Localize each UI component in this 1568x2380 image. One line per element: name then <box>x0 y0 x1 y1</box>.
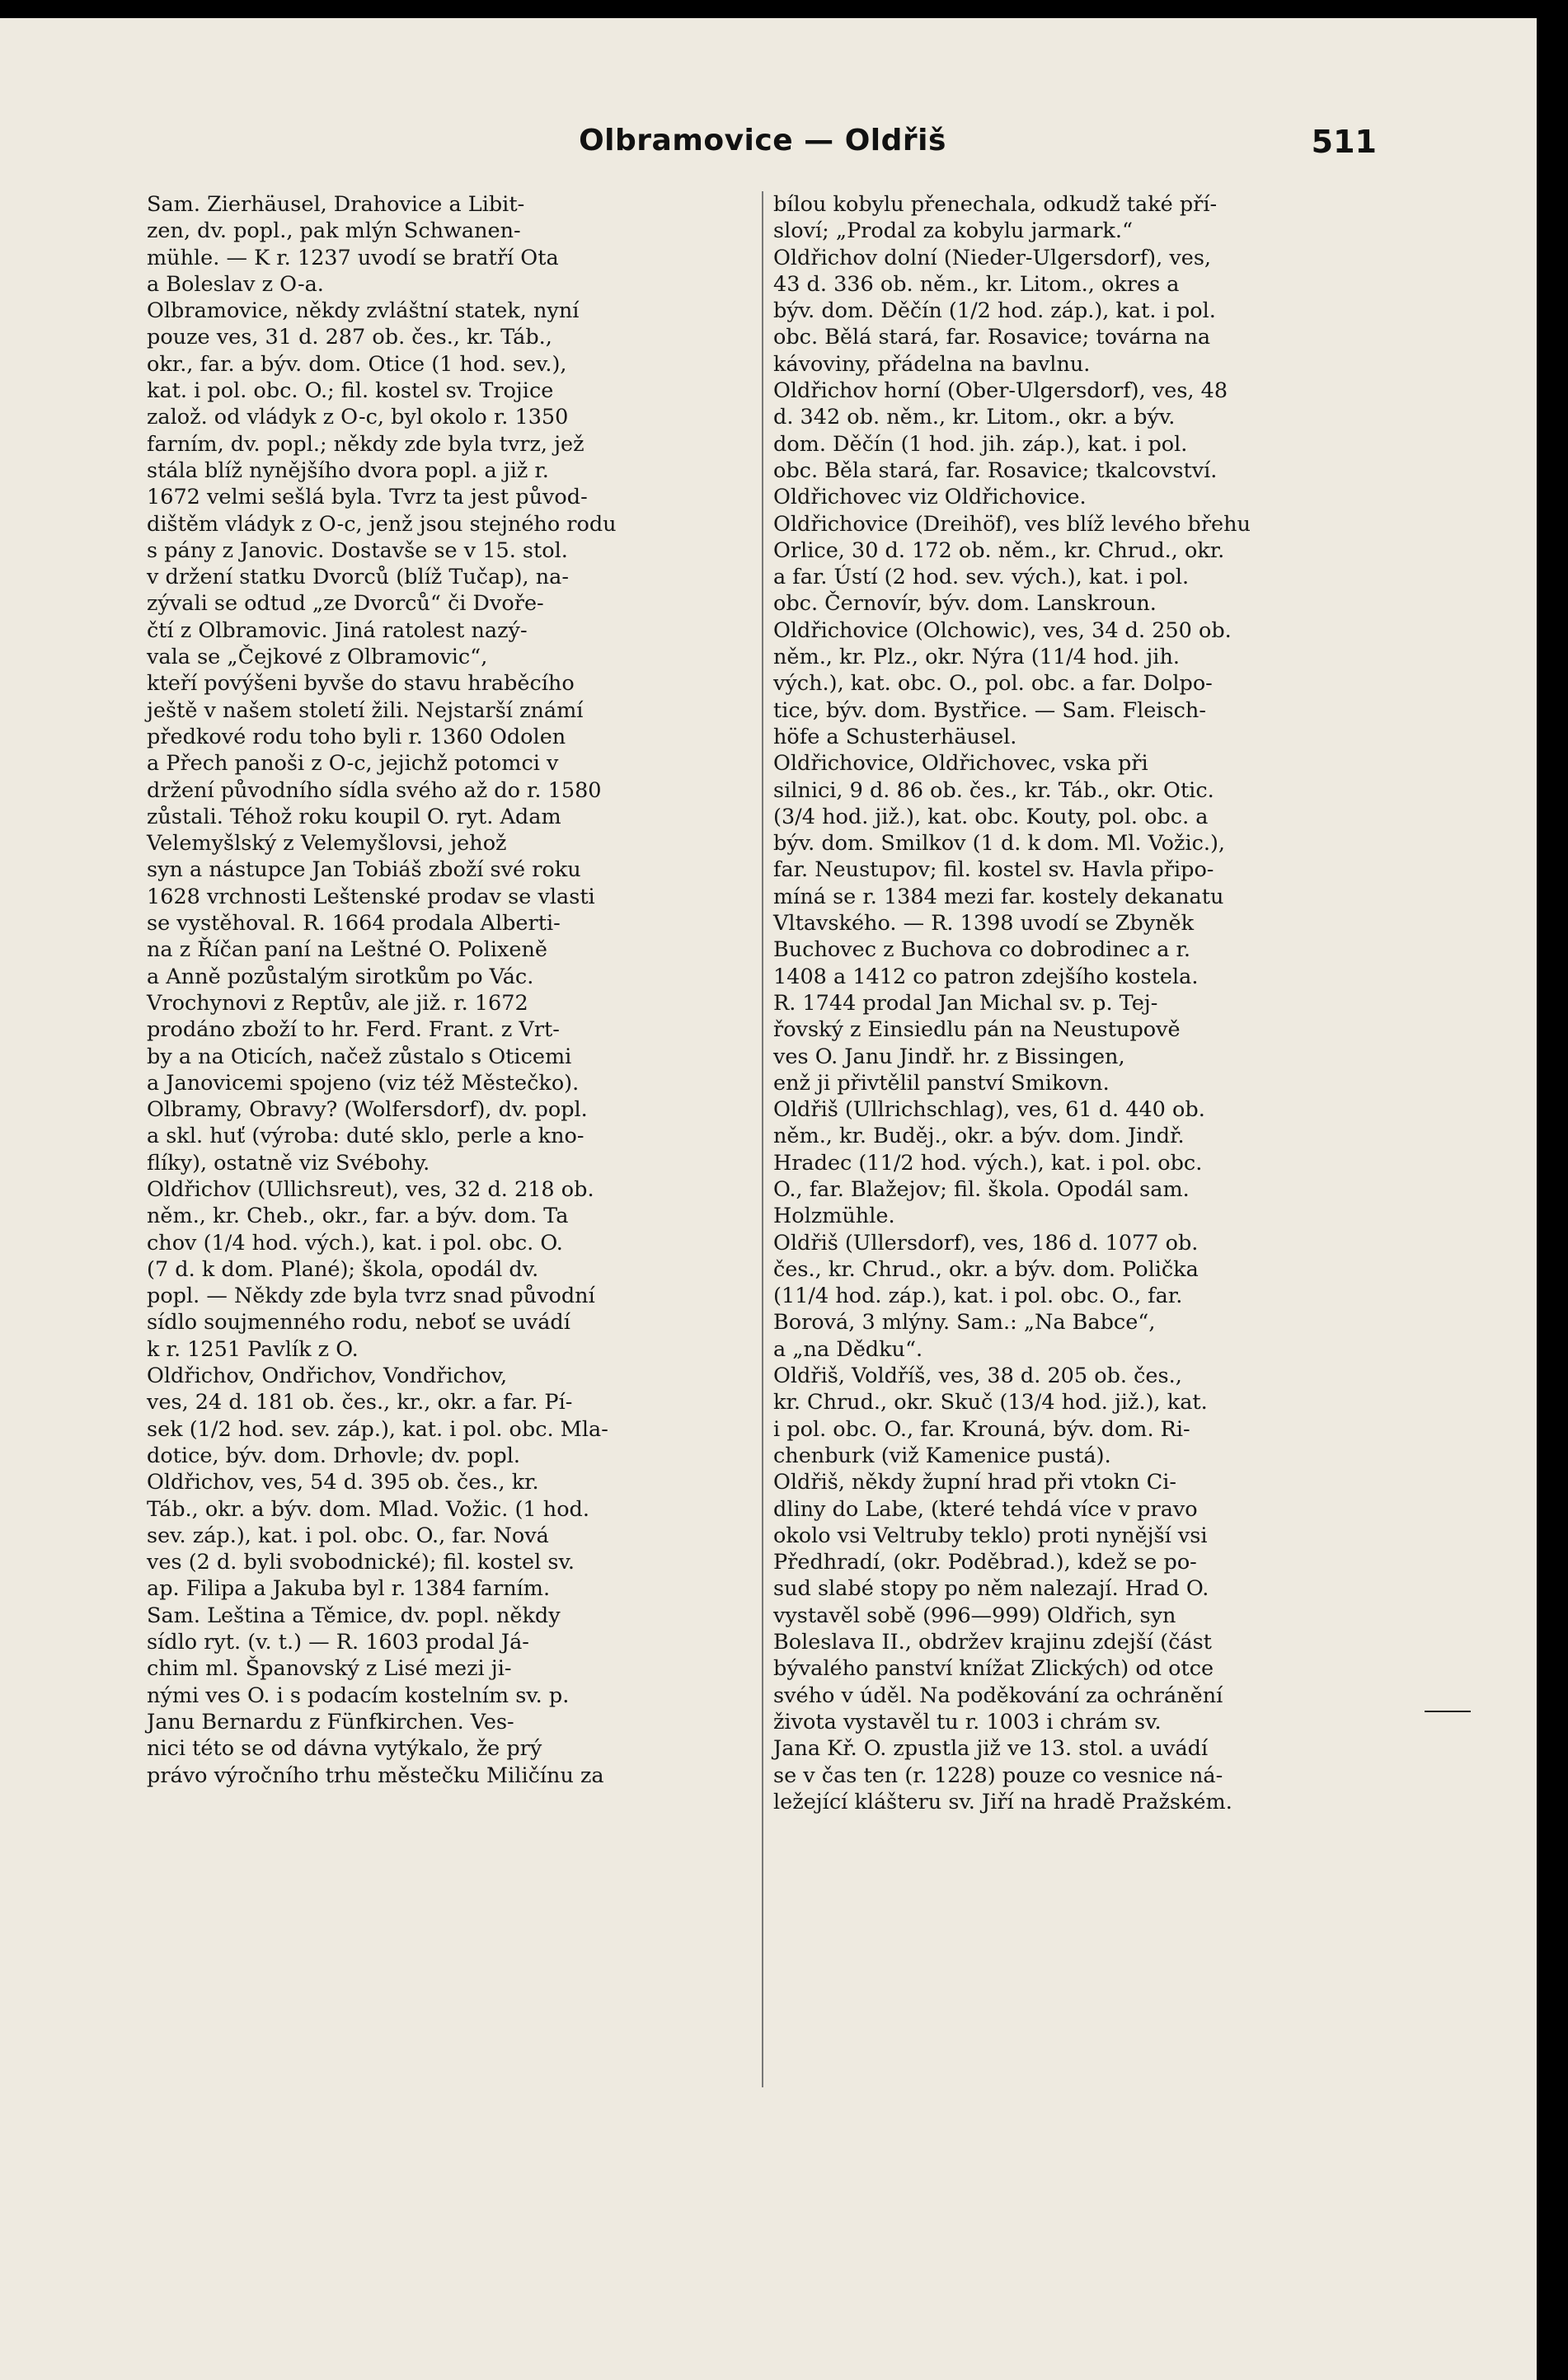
text-line: a skl. huť (výroba: duté sklo, perle a kno- <box>147 1124 584 1149</box>
page-header <box>148 124 1377 173</box>
text-line: bílou kobylu přenechala, odkudž také pří- <box>773 192 1218 217</box>
text-line: Hradec (11/2 hod. vých.), kat. i pol. obc. <box>773 1150 1203 1176</box>
text-line: života vystavěl tu r. 1003 i chrám sv. <box>773 1709 1162 1735</box>
text-line: řovský z Einsiedlu pán na Neustupově <box>773 1017 1181 1043</box>
text-line: Oldřichov (Ullichsreut), ves, 32 d. 218 ob. <box>147 1176 594 1202</box>
text-line: d. 342 ob. něm., kr. Litom., okr. a býv. <box>773 405 1176 430</box>
text-line: předkové rodu toho byli r. 1360 Odolen <box>147 724 566 749</box>
text-line: na z Říčan paní na Leštné O. Polixeně <box>147 937 547 963</box>
text-line: dištěm vládyk z O-c, jenž jsou stejného rodu <box>147 511 617 537</box>
text-line: Oldřichovice (Dreihöf), ves blíž levého břehu <box>773 511 1251 537</box>
text-line: vala se „Čejkové z Olbramovic“, <box>147 645 488 670</box>
text-line: chov (1/4 hod. vých.), kat. i pol. obc. O. <box>147 1230 563 1256</box>
text-line: enž ji přivtělil panství Smikovn. <box>773 1070 1110 1096</box>
text-line: Sam. Leština a Těmice, dv. popl. někdy <box>147 1603 561 1628</box>
text-line: sek (1/2 hod. sev. záp.), kat. i pol. obc. Mla- <box>147 1416 608 1442</box>
text-line: zen, dv. popl., pak mlýn Schwanen- <box>147 218 521 244</box>
text-line: 1408 a 1412 co patron zdejšího kostela. <box>773 964 1199 989</box>
text-line: Olbramy, Obravy? (Wolfersdorf), dv. popl. <box>147 1097 588 1123</box>
text-line: Velemyšlský z Velemyšlovsi, jehož <box>147 831 507 857</box>
text-line: kteří povýšeni byvše do stavu hraběcího <box>147 671 575 697</box>
text-line: bývalého panství knížat Zlických) od otce <box>773 1656 1214 1682</box>
text-line: ves, 24 d. 181 ob. čes., kr., okr. a far. Pí- <box>147 1390 573 1415</box>
text-line: býv. dom. Děčín (1/2 hod. záp.), kat. i pol. <box>773 298 1216 324</box>
text-line: ležející klášteru sv. Jiří na hradě Pražském. <box>773 1789 1232 1814</box>
text-line: silnici, 9 d. 86 ob. čes., kr. Táb., okr. Otic. <box>773 777 1214 803</box>
text-line: zůstali. Téhož roku koupil O. ryt. Adam <box>147 804 561 829</box>
text-line: chim ml. Španovský z Lisé mezi ji- <box>147 1656 512 1682</box>
text-line: mühle. — K r. 1237 uvodí se bratří Ota <box>147 245 559 270</box>
text-line: (11/4 hod. záp.), kat. i pol. obc. O., far. <box>773 1284 1183 1309</box>
text-line: Orlice, 30 d. 172 ob. něm., kr. Chrud., okr. <box>773 537 1225 563</box>
text-line: se v čas ten (r. 1228) pouze co vesnice ná- <box>773 1763 1223 1788</box>
scan-border-top <box>0 0 1568 18</box>
text-line: okolo vsi Veltruby teklo) proti nynější vsi <box>773 1523 1208 1548</box>
text-line: zývali se odtud „ze Dvorců“ či Dvoře- <box>147 591 544 617</box>
text-line: chenburk (viž Kamenice pustá). <box>773 1443 1111 1468</box>
text-line: Oldřichov dolní (Nieder-Ulgersdorf), ves, <box>773 245 1212 270</box>
text-line: a far. Ústí (2 hod. sev. vých.), kat. i pol. <box>773 565 1190 590</box>
text-line: sloví; „Prodal za kobylu jarmark.“ <box>773 218 1133 244</box>
text-line: höfe a Schusterhäusel. <box>773 724 1017 749</box>
text-line: se vystěhoval. R. 1664 prodala Alberti- <box>147 911 561 937</box>
text-line: a Přech panoši z O-c, jejichž potomci v <box>147 751 559 777</box>
text-line: R. 1744 prodal Jan Michal sv. p. Tej- <box>773 990 1158 1016</box>
text-line: syn a nástupce Jan Tobiáš zboží své roku <box>147 857 581 883</box>
text-line: čes., kr. Chrud., okr. a býv. dom. Polička <box>773 1256 1199 1282</box>
text-line: ves O. Janu Jindř. hr. z Bissingen, <box>773 1044 1125 1069</box>
text-line: v držení statku Dvorců (blíž Tučap), na- <box>147 565 569 590</box>
column-divider <box>762 191 763 2087</box>
text-line: ves (2 d. byli svobodnické); fil. kostel sv. <box>147 1550 575 1575</box>
text-line: býv. dom. Smilkov (1 d. k dom. Ml. Vožic.), <box>773 831 1226 857</box>
text-line: Oldřiš, Voldříš, ves, 38 d. 205 ob. čes., <box>773 1364 1182 1389</box>
text-line: obc. Bělá stará, far. Rosavice; továrna na <box>773 325 1211 350</box>
text-line: (7 d. k dom. Plané); škola, opodál dv. <box>147 1256 539 1282</box>
text-line: Předhradí, (okr. Poděbrad.), kdež se po- <box>773 1550 1197 1575</box>
text-line: právo výročního trhu městečku Miličínu za <box>147 1763 604 1788</box>
scan-border-right <box>1537 0 1568 2380</box>
text-line: míná se r. 1384 mezi far. kostely dekanatu <box>773 884 1224 909</box>
text-line: Buchovec z Buchova co dobrodinec a r. <box>773 937 1191 963</box>
text-line: by a na Oticích, načež zůstalo s Oticemi <box>147 1044 572 1069</box>
margin-mark <box>1425 1711 1471 1712</box>
text-line: 43 d. 336 ob. něm., kr. Litom., okres a <box>773 271 1180 297</box>
text-line: kávoviny, přádelna na bavlnu. <box>773 351 1091 377</box>
right-column <box>773 191 1382 1815</box>
text-line: Táb., okr. a býv. dom. Mlad. Vožic. (1 hod. <box>147 1496 589 1522</box>
text-line: ještě v našem století žili. Nejstarší známí <box>147 697 584 723</box>
text-line: vých.), kat. obc. O., pol. obc. a far. Dolpo- <box>773 671 1213 697</box>
text-line: Oldřiš, někdy župní hrad při vtokn Ci- <box>773 1470 1176 1495</box>
text-line: a Anně pozůstalým sirotkům po Vác. <box>147 964 534 989</box>
left-column <box>147 191 755 1789</box>
running-head: Olbramovice — Oldřiš <box>579 124 946 157</box>
text-line: obc. Černovír, býv. dom. Lanskroun. <box>773 591 1157 617</box>
text-line: prodáno zboží to hr. Ferd. Frant. z Vrt- <box>147 1017 560 1043</box>
text-line: sud slabé stopy po něm nalezají. Hrad O. <box>773 1576 1209 1602</box>
text-line: popl. — Někdy zde byla tvrz snad původní <box>147 1284 595 1309</box>
text-line: Oldřichov, ves, 54 d. 395 ob. čes., kr. <box>147 1470 539 1495</box>
text-line: něm., kr. Buděj., okr. a býv. dom. Jindř. <box>773 1124 1185 1149</box>
text-line: Oldřichov, Ondřichov, Vondřichov, <box>147 1364 508 1389</box>
text-line: sídlo ryt. (v. t.) — R. 1603 prodal Já- <box>147 1630 529 1655</box>
text-line: 1628 vrchnosti Leštenské prodav se vlasti <box>147 884 595 909</box>
text-line: obc. Běla stará, far. Rosavice; tkalcovství. <box>773 458 1218 483</box>
text-line: sídlo soujmenného rodu, neboť se uvádí <box>147 1310 570 1336</box>
text-line: dom. Děčín (1 hod. jih. záp.), kat. i pol. <box>773 431 1188 457</box>
text-line: 1672 velmi sešlá byla. Tvrz ta jest původ- <box>147 485 588 510</box>
text-line: dotice, býv. dom. Drhovle; dv. popl. <box>147 1443 520 1468</box>
text-line: a Boleslav z O-a. <box>147 271 324 297</box>
text-line: Janu Bernardu z Fünfkirchen. Ves- <box>147 1709 514 1735</box>
text-line: kr. Chrud., okr. Skuč (13/4 hod. již.), kat. <box>773 1390 1208 1415</box>
text-line: Jana Kř. O. zpustla již ve 13. stol. a uvádí <box>773 1736 1209 1762</box>
text-line: farním, dv. popl.; někdy zde byla tvrz, jež <box>147 431 584 457</box>
text-line: dliny do Labe, (které tehdá více v pravo <box>773 1496 1198 1522</box>
text-line: okr., far. a býv. dom. Otice (1 hod. sev.), <box>147 351 567 377</box>
text-line: Vltavského. — R. 1398 uvodí se Zbyněk <box>773 911 1195 937</box>
text-line: Oldřichovec viz Oldřichovice. <box>773 485 1087 510</box>
text-line: čtí z Olbramovic. Jiná ratolest nazý- <box>147 617 528 643</box>
text-line: s pány z Janovic. Dostavše se v 15. stol. <box>147 537 568 563</box>
text-line: Holzmühle. <box>773 1204 895 1229</box>
text-line: stála blíž nynějšího dvora popl. a již r. <box>147 458 549 483</box>
text-line: Borová, 3 mlýny. Sam.: „Na Babce“, <box>773 1310 1156 1336</box>
text-line: pouze ves, 31 d. 287 ob. čes., kr. Táb., <box>147 325 552 350</box>
text-line: a „na Dědku“. <box>773 1336 923 1362</box>
text-line: Boleslava II., obdržev krajinu zdejší (část <box>773 1630 1212 1655</box>
text-line: Oldřiš (Ullrichschlag), ves, 61 d. 440 ob. <box>773 1097 1205 1123</box>
text-line: a Janovicemi spojeno (viz též Městečko). <box>147 1070 580 1096</box>
text-line: tice, býv. dom. Bystřice. — Sam. Fleisch- <box>773 697 1206 723</box>
text-line: Vrochynovi z Reptův, ale již. r. 1672 <box>147 990 528 1016</box>
text-line: Sam. Zierhäusel, Drahovice a Libit- <box>147 192 525 217</box>
text-line: (3/4 hod. již.), kat. obc. Kouty, pol. obc. a <box>773 804 1209 829</box>
text-line: Oldřichovice (Olchowic), ves, 34 d. 250 ob. <box>773 617 1232 643</box>
text-line: nými ves O. i s podacím kostelním sv. p. <box>147 1683 570 1708</box>
text-line: sev. záp.), kat. i pol. obc. O., far. Nová <box>147 1523 549 1548</box>
text-line: k r. 1251 Pavlík z O. <box>147 1336 359 1362</box>
text-line: nici této se od dávna vytýkalo, že prý <box>147 1736 542 1762</box>
text-line: držení původního sídla svého až do r. 1580 <box>147 777 602 803</box>
text-line: O., far. Blažejov; fil. škola. Opodál sam. <box>773 1176 1190 1202</box>
text-line: založ. od vládyk z O-c, byl okolo r. 1350 <box>147 405 569 430</box>
text-line: vystavěl sobě (996—999) Oldřich, syn <box>773 1603 1176 1628</box>
text-line: Olbramovice, někdy zvláštní statek, nyní <box>147 298 580 324</box>
text-line: flíky), ostatně viz Svébohy. <box>147 1150 430 1176</box>
text-line: kat. i pol. obc. O.; fil. kostel sv. Trojice <box>147 378 554 404</box>
text-line: ap. Filipa a Jakuba byl r. 1384 farním. <box>147 1576 551 1602</box>
text-line: Oldřichov horní (Ober-Ulgersdorf), ves, 48 <box>773 378 1228 404</box>
text-line: far. Neustupov; fil. kostel sv. Havla připo- <box>773 857 1214 883</box>
page-number: 511 <box>1311 124 1377 160</box>
text-line: svého v úděl. Na poděkování za ochránění <box>773 1683 1223 1708</box>
text-line: něm., kr. Plz., okr. Nýra (11/4 hod. jih. <box>773 645 1180 670</box>
text-line: i pol. obc. O., far. Krouná, býv. dom. Ri- <box>773 1416 1190 1442</box>
text-line: něm., kr. Cheb., okr., far. a býv. dom. Ta <box>147 1204 569 1229</box>
text-line: Oldřiš (Ullersdorf), ves, 186 d. 1077 ob. <box>773 1230 1199 1256</box>
text-line: Oldřichovice, Oldřichovec, vska při <box>773 751 1148 777</box>
